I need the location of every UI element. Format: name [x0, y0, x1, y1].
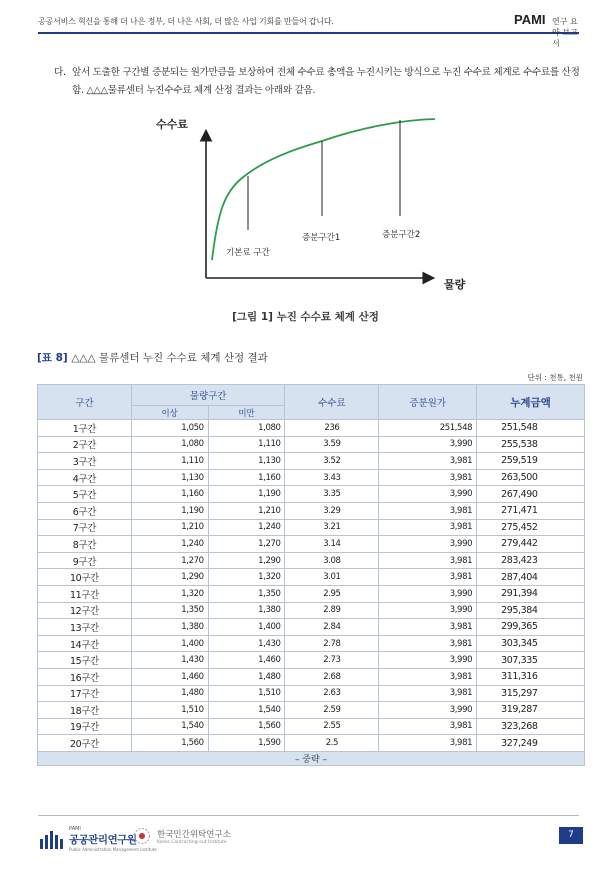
table-row	[38, 469, 585, 486]
cell-from: 1,270	[131, 552, 208, 569]
cell-incremental-cost: 3,981	[379, 635, 477, 652]
cell-to: 1,590	[208, 735, 285, 752]
table-title	[37, 350, 268, 365]
cell-fee: 2.55	[285, 718, 379, 735]
cell-cumulative: 267,490	[477, 486, 585, 503]
table-title-text: △△△ 물류센터 누진 수수료 체계 산정 결과	[71, 352, 268, 364]
cell-to: 1,480	[208, 668, 285, 685]
cell-fee: 3.21	[285, 519, 379, 536]
cell-to: 1,270	[208, 536, 285, 553]
cell-fee: 3.14	[285, 536, 379, 553]
table-row	[38, 619, 585, 636]
cell-incremental-cost: 3,990	[379, 536, 477, 553]
cell-to: 1,160	[208, 469, 285, 486]
cell-from: 1,240	[131, 536, 208, 553]
cell-to: 1,210	[208, 502, 285, 519]
cell-incremental-cost: 3,990	[379, 652, 477, 669]
cell-cumulative: 275,452	[477, 519, 585, 536]
cell-to: 1,430	[208, 635, 285, 652]
cell-section: 8구간	[38, 536, 132, 553]
cell-cumulative: 259,519	[477, 453, 585, 470]
cell-to: 1,130	[208, 453, 285, 470]
cell-from: 1,350	[131, 602, 208, 619]
cell-incremental-cost: 3,990	[379, 702, 477, 719]
header-from: 이상	[131, 406, 208, 420]
pami-bars-icon	[40, 829, 63, 849]
omitted-note: – 중략 –	[38, 751, 585, 765]
table-row	[38, 652, 585, 669]
header-cumulative: 누계금액	[477, 385, 585, 420]
cell-to: 1,320	[208, 569, 285, 586]
cell-fee: 236	[285, 420, 379, 437]
cell-cumulative: 279,442	[477, 536, 585, 553]
fee-table	[37, 384, 585, 766]
table-body	[38, 420, 585, 752]
kci-logo	[132, 826, 231, 846]
cell-to: 1,350	[208, 585, 285, 602]
cell-fee: 3.01	[285, 569, 379, 586]
cell-section: 15구간	[38, 652, 132, 669]
cell-section: 16구간	[38, 668, 132, 685]
cell-incremental-cost: 3,981	[379, 453, 477, 470]
page-header	[38, 12, 579, 48]
cell-cumulative: 299,365	[477, 619, 585, 636]
cell-from: 1,190	[131, 502, 208, 519]
cell-incremental-cost: 3,981	[379, 469, 477, 486]
cell-from: 1,480	[131, 685, 208, 702]
cell-incremental-cost: 3,981	[379, 718, 477, 735]
cell-section: 3구간	[38, 453, 132, 470]
cell-incremental-cost: 3,981	[379, 668, 477, 685]
body-paragraph	[54, 64, 584, 100]
cell-fee: 3.52	[285, 453, 379, 470]
cell-cumulative: 327,249	[477, 735, 585, 752]
table-title-prefix: [표 8]	[37, 352, 68, 364]
cell-to: 1,290	[208, 552, 285, 569]
page-number: 7	[559, 827, 583, 844]
cell-fee: 3.35	[285, 486, 379, 503]
table-row	[38, 735, 585, 752]
cell-from: 1,460	[131, 668, 208, 685]
cell-fee: 2.95	[285, 585, 379, 602]
cell-to: 1,400	[208, 619, 285, 636]
table-row	[38, 486, 585, 503]
cell-cumulative: 255,538	[477, 436, 585, 453]
cell-to: 1,110	[208, 436, 285, 453]
cell-to: 1,080	[208, 420, 285, 437]
cell-section: 10구간	[38, 569, 132, 586]
cell-section: 9구간	[38, 552, 132, 569]
cell-from: 1,160	[131, 486, 208, 503]
cell-section: 19구간	[38, 718, 132, 735]
cell-from: 1,560	[131, 735, 208, 752]
pami-logo-sub: Public Administration Management Institute	[69, 847, 157, 852]
kci-emblem-icon	[132, 826, 152, 846]
cell-fee: 3.29	[285, 502, 379, 519]
table-unit-note: 단위 : 천통, 천원	[527, 373, 583, 382]
table-row	[38, 635, 585, 652]
paragraph-text: 앞서 도출한 구간별 증분되는 원가만큼을 보상하여 전체 수수료 총액을 누진시키는 방식으로 누진 수수료 체계로 수수료를 산정함. △△△물류센터 누진수수료 체계 산정 결과는 아래와 같음.	[72, 67, 580, 96]
table-row	[38, 569, 585, 586]
cell-cumulative: 271,471	[477, 502, 585, 519]
annotation-inc2: 증분구간2	[382, 230, 421, 240]
table-row	[38, 453, 585, 470]
cell-section: 6구간	[38, 502, 132, 519]
cell-to: 1,510	[208, 685, 285, 702]
cell-incremental-cost: 3,990	[379, 486, 477, 503]
cell-incremental-cost: 3,981	[379, 552, 477, 569]
cell-from: 1,210	[131, 519, 208, 536]
cell-section: 5구간	[38, 486, 132, 503]
table-row	[38, 536, 585, 553]
cell-from: 1,050	[131, 420, 208, 437]
cell-section: 17구간	[38, 685, 132, 702]
cell-cumulative: 283,423	[477, 552, 585, 569]
cell-section: 4구간	[38, 469, 132, 486]
cell-section: 14구간	[38, 635, 132, 652]
figure-caption: [그림 1] 누진 수수료 체계 산정	[232, 311, 379, 323]
header-section: 구간	[38, 385, 132, 420]
cell-fee: 3.08	[285, 552, 379, 569]
table-row	[38, 519, 585, 536]
table-row	[38, 436, 585, 453]
cell-to: 1,380	[208, 602, 285, 619]
table-row	[38, 718, 585, 735]
cell-cumulative: 319,287	[477, 702, 585, 719]
cell-incremental-cost: 3,981	[379, 619, 477, 636]
cell-incremental-cost: 3,990	[379, 585, 477, 602]
footer-divider	[38, 815, 579, 816]
cell-cumulative: 311,316	[477, 668, 585, 685]
cell-incremental-cost: 3,981	[379, 685, 477, 702]
cell-cumulative: 287,404	[477, 569, 585, 586]
kci-logo-main: 한국민간위탁연구소	[157, 829, 231, 840]
table-row	[38, 502, 585, 519]
cell-section: 2구간	[38, 436, 132, 453]
pami-logo-small: PAMI	[69, 826, 81, 832]
cell-incremental-cost: 3,981	[379, 502, 477, 519]
cell-fee: 2.89	[285, 602, 379, 619]
cell-to: 1,190	[208, 486, 285, 503]
pami-logo-main: 공공관리연구원	[69, 834, 137, 846]
cell-from: 1,430	[131, 652, 208, 669]
progressive-fee-diagram	[130, 110, 490, 300]
cell-section: 11구간	[38, 585, 132, 602]
table-row	[38, 420, 585, 437]
cell-to: 1,460	[208, 652, 285, 669]
cell-incremental-cost: 3,981	[379, 569, 477, 586]
cell-cumulative: 295,384	[477, 602, 585, 619]
cell-cumulative: 307,335	[477, 652, 585, 669]
cell-fee: 2.5	[285, 735, 379, 752]
x-axis-label: 물량	[444, 278, 466, 291]
header-fee: 수수료	[285, 385, 379, 420]
cell-incremental-cost: 3,990	[379, 436, 477, 453]
table-row	[38, 702, 585, 719]
cell-section: 12구간	[38, 602, 132, 619]
header-brand: PAMI	[514, 12, 546, 27]
annotation-inc1: 증분구간1	[302, 233, 341, 243]
cell-from: 1,320	[131, 585, 208, 602]
cell-to: 1,540	[208, 702, 285, 719]
cell-fee: 2.73	[285, 652, 379, 669]
cell-incremental-cost: 3,981	[379, 735, 477, 752]
table-row	[38, 602, 585, 619]
cell-cumulative: 263,500	[477, 469, 585, 486]
cell-fee: 2.63	[285, 685, 379, 702]
header-to: 미만	[208, 406, 285, 420]
cell-from: 1,400	[131, 635, 208, 652]
paragraph-marker: 다.	[54, 67, 66, 78]
cell-section: 7구간	[38, 519, 132, 536]
cell-fee: 2.68	[285, 668, 379, 685]
cell-from: 1,110	[131, 453, 208, 470]
cell-fee: 3.43	[285, 469, 379, 486]
cell-cumulative: 323,268	[477, 718, 585, 735]
cell-fee: 2.78	[285, 635, 379, 652]
header-incremental-cost: 증분원가	[379, 385, 477, 420]
cell-from: 1,080	[131, 436, 208, 453]
annotation-base: 기본료 구간	[226, 248, 270, 258]
header-doc-type: 연구 요약 보고서	[552, 17, 578, 48]
cell-incremental-cost: 251,548	[379, 420, 477, 437]
table-row	[38, 668, 585, 685]
cell-fee: 2.59	[285, 702, 379, 719]
cell-incremental-cost: 3,981	[379, 519, 477, 536]
cell-from: 1,540	[131, 718, 208, 735]
cell-cumulative: 315,297	[477, 685, 585, 702]
cell-section: 13구간	[38, 619, 132, 636]
cell-from: 1,380	[131, 619, 208, 636]
cell-to: 1,240	[208, 519, 285, 536]
cell-section: 18구간	[38, 702, 132, 719]
header-volume-range: 물량구간	[131, 385, 285, 406]
table-row	[38, 585, 585, 602]
header-slogan: 공공서비스 혁신을 통해 더 나은 정부, 더 나은 사회, 더 많은 사업 기회를 만들어 갑니다.	[38, 17, 334, 26]
table-row	[38, 552, 585, 569]
cell-to: 1,560	[208, 718, 285, 735]
cell-fee: 3.59	[285, 436, 379, 453]
cell-cumulative: 251,548	[477, 420, 585, 437]
cell-section: 1구간	[38, 420, 132, 437]
kci-logo-sub: Korea Contracting-out Institute	[157, 839, 227, 845]
cell-incremental-cost: 3,990	[379, 602, 477, 619]
cell-from: 1,510	[131, 702, 208, 719]
y-axis-label: 수수료	[156, 118, 188, 131]
cell-from: 1,290	[131, 569, 208, 586]
cell-fee: 2.84	[285, 619, 379, 636]
cell-section: 20구간	[38, 735, 132, 752]
cell-from: 1,130	[131, 469, 208, 486]
cell-cumulative: 291,394	[477, 585, 585, 602]
cell-cumulative: 303,345	[477, 635, 585, 652]
table-row	[38, 685, 585, 702]
